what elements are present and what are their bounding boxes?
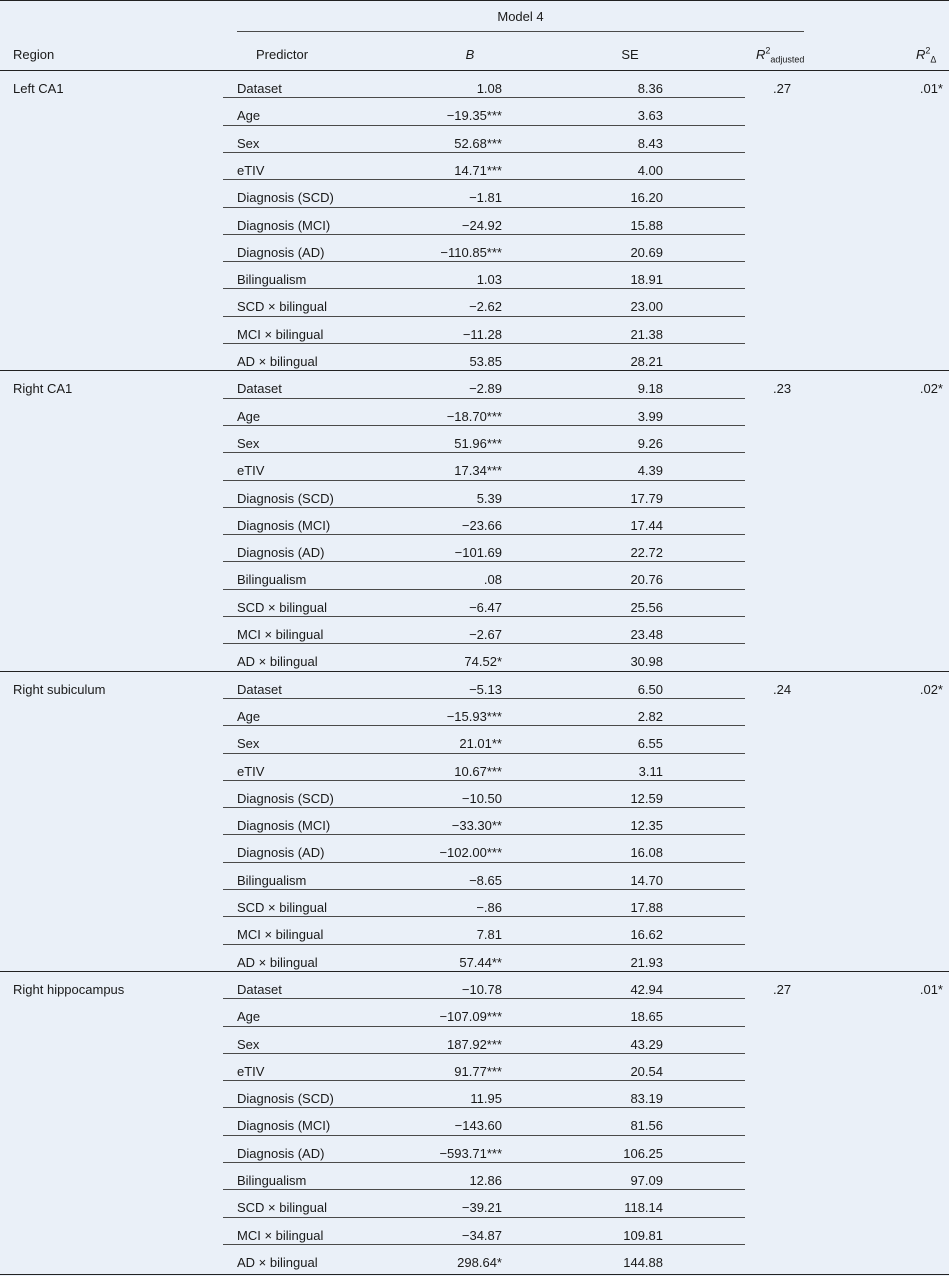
predictor-label: Diagnosis (MCI) <box>237 518 331 533</box>
b-value: −.86 <box>476 900 502 915</box>
r2-delta-value: .02* <box>919 682 943 697</box>
r2-adjusted-value: .24 <box>773 682 792 697</box>
b-value: −5.13 <box>469 682 502 697</box>
col-header-b: B <box>465 47 475 62</box>
b-value: −2.67 <box>469 627 502 642</box>
row-separator <box>223 316 745 317</box>
b-value: −39.21 <box>461 1200 502 1215</box>
se-value: 4.00 <box>637 163 663 178</box>
row-separator <box>223 807 745 808</box>
b-value: −107.09*** <box>439 1009 502 1024</box>
b-value: −1.81 <box>469 190 502 205</box>
col-header-r2-delta: $R^2_\Delta$ <box>916 45 937 65</box>
predictor-label: Sex <box>237 1037 260 1052</box>
region-label: Right CA1 <box>13 381 73 396</box>
predictor-label: eTIV <box>237 163 265 178</box>
b-value: 21.01** <box>459 736 502 751</box>
region-label: Right hippocampus <box>13 982 125 997</box>
col-header-predictor: Predictor <box>256 47 309 62</box>
row-separator <box>223 725 745 726</box>
predictor-label: Dataset <box>237 682 282 697</box>
b-value: 51.96*** <box>454 436 502 451</box>
se-value: 97.09 <box>630 1173 663 1188</box>
predictor-label: Diagnosis (SCD) <box>237 190 334 205</box>
row-separator <box>223 179 745 180</box>
predictor-label: Diagnosis (MCI) <box>237 218 331 233</box>
predictor-label: AD × bilingual <box>237 955 318 970</box>
col-header-region: Region <box>13 47 55 62</box>
predictor-label: Diagnosis (MCI) <box>237 818 331 833</box>
predictor-label: Diagnosis (SCD) <box>237 791 334 806</box>
row-separator <box>223 398 745 399</box>
row-separator <box>223 944 745 945</box>
predictor-label: Diagnosis (SCD) <box>237 1091 334 1106</box>
row-separator <box>223 1162 745 1163</box>
se-value: 81.56 <box>630 1118 663 1133</box>
se-value: 8.43 <box>637 136 663 151</box>
se-value: 109.81 <box>623 1228 663 1243</box>
top-rule <box>0 0 949 1</box>
model-group-rule <box>237 31 804 32</box>
row-separator <box>223 125 745 126</box>
region-label: Left CA1 <box>13 81 64 96</box>
predictor-label: Dataset <box>237 982 282 997</box>
se-value: 20.69 <box>630 245 663 260</box>
header-rule <box>0 70 949 71</box>
b-value: 14.71*** <box>454 163 502 178</box>
row-separator <box>223 343 745 344</box>
se-value: 16.08 <box>630 845 663 860</box>
b-value: −24.92 <box>461 218 502 233</box>
se-value: 30.98 <box>630 654 663 669</box>
b-value: −593.71*** <box>439 1146 502 1161</box>
b-value: −10.50 <box>461 791 502 806</box>
b-value: −34.87 <box>461 1228 502 1243</box>
se-value: 25.56 <box>630 600 663 615</box>
b-value: 1.08 <box>476 81 502 96</box>
predictor-label: Diagnosis (MCI) <box>237 1118 331 1133</box>
row-separator <box>223 261 745 262</box>
se-value: 12.59 <box>630 791 663 806</box>
predictor-label: Bilingualism <box>237 272 307 287</box>
se-value: 15.88 <box>630 218 663 233</box>
predictor-label: AD × bilingual <box>237 654 318 669</box>
predictor-label: Diagnosis (AD) <box>237 845 325 860</box>
b-value: −15.93*** <box>446 709 502 724</box>
r2-adjusted-value: .27 <box>773 81 792 96</box>
row-separator <box>223 452 745 453</box>
se-value: 20.76 <box>630 572 663 587</box>
predictor-label: AD × bilingual <box>237 1255 318 1270</box>
predictor-label: eTIV <box>237 1064 265 1079</box>
b-value: −11.28 <box>462 327 502 342</box>
b-value: .08 <box>483 572 502 587</box>
col-header-r2-adjusted: $R^2_{adjusted}$ <box>756 45 805 65</box>
b-value: 10.67*** <box>454 764 502 779</box>
b-value: −8.65 <box>469 873 502 888</box>
row-separator <box>223 1217 745 1218</box>
row-separator <box>223 916 745 917</box>
predictor-label: Age <box>237 709 261 724</box>
b-value: 12.86 <box>469 1173 502 1188</box>
row-separator <box>223 507 745 508</box>
predictor-label: Age <box>237 1009 261 1024</box>
se-value: 23.48 <box>630 627 663 642</box>
row-separator <box>223 207 745 208</box>
predictor-label: MCI × bilingual <box>237 627 324 642</box>
row-separator <box>223 616 745 617</box>
predictor-label: Diagnosis (SCD) <box>237 491 334 506</box>
b-value: −19.35*** <box>446 108 502 123</box>
b-value: −2.89 <box>469 381 502 396</box>
se-value: 16.20 <box>630 190 663 205</box>
se-value: 8.36 <box>637 81 663 96</box>
row-separator <box>223 425 745 426</box>
se-value: 18.65 <box>630 1009 663 1024</box>
r2-adjusted-value: .27 <box>773 982 792 997</box>
row-separator <box>223 534 745 535</box>
bottom-rule <box>0 1274 949 1275</box>
se-value: 17.79 <box>630 491 663 506</box>
row-separator <box>223 998 745 999</box>
se-value: 20.54 <box>630 1064 663 1079</box>
b-value: −143.60 <box>454 1118 502 1133</box>
se-value: 23.00 <box>630 299 663 314</box>
predictor-label: Age <box>237 409 261 424</box>
r2-delta-value: .01* <box>919 81 943 96</box>
b-value: 187.92*** <box>447 1037 502 1052</box>
predictor-label: Dataset <box>237 381 282 396</box>
b-value: 11.95 <box>470 1091 502 1106</box>
predictor-label: Sex <box>237 436 260 451</box>
se-value: 17.88 <box>630 900 663 915</box>
predictor-label: Bilingualism <box>237 572 307 587</box>
predictor-label: Sex <box>237 136 260 151</box>
se-value: 9.26 <box>637 436 663 451</box>
row-separator <box>223 1026 745 1027</box>
se-value: 6.55 <box>637 736 663 751</box>
predictor-label: SCD × bilingual <box>237 600 327 615</box>
block-separator <box>0 370 949 371</box>
se-value: 6.50 <box>637 682 663 697</box>
se-value: 83.19 <box>630 1091 663 1106</box>
b-value: −33.30** <box>451 818 502 833</box>
row-separator <box>223 97 745 98</box>
se-value: 106.25 <box>623 1146 663 1161</box>
predictor-label: Diagnosis (AD) <box>237 245 325 260</box>
b-value: −6.47 <box>469 600 502 615</box>
se-value: 28.21 <box>630 354 663 369</box>
b-value: 53.85 <box>469 354 502 369</box>
b-value: 17.34*** <box>454 463 502 478</box>
b-value: 7.81 <box>476 927 502 942</box>
b-value: −23.66 <box>461 518 502 533</box>
r2-delta-value: .01* <box>919 982 943 997</box>
region-label: Right subiculum <box>13 682 106 697</box>
predictor-label: Age <box>237 108 261 123</box>
block-separator <box>0 671 949 672</box>
b-value: −101.69 <box>454 545 502 560</box>
row-separator <box>223 1053 745 1054</box>
se-value: 118.14 <box>624 1200 663 1215</box>
b-value: 1.03 <box>476 272 502 287</box>
b-value: −102.00*** <box>439 845 502 860</box>
row-separator <box>223 780 745 781</box>
row-separator <box>223 698 745 699</box>
se-value: 14.70 <box>630 873 663 888</box>
b-value: −18.70*** <box>446 409 502 424</box>
predictor-label: Diagnosis (AD) <box>237 1146 325 1161</box>
row-separator <box>223 234 745 235</box>
col-header-se: SE <box>621 47 639 62</box>
se-value: 4.39 <box>637 463 663 478</box>
r2-adjusted-value: .23 <box>773 381 792 396</box>
predictor-label: SCD × bilingual <box>237 1200 327 1215</box>
b-value: 91.77*** <box>454 1064 502 1079</box>
se-value: 21.38 <box>630 327 663 342</box>
b-value: 5.39 <box>476 491 502 506</box>
predictor-label: eTIV <box>237 463 265 478</box>
predictor-label: Sex <box>237 736 260 751</box>
b-value: −10.78 <box>461 982 502 997</box>
se-value: 22.72 <box>630 545 663 560</box>
block-separator <box>0 971 949 972</box>
predictor-label: AD × bilingual <box>237 354 318 369</box>
predictor-label: SCD × bilingual <box>237 299 327 314</box>
b-value: 52.68*** <box>454 136 502 151</box>
se-value: 9.18 <box>637 381 663 396</box>
se-value: 12.35 <box>630 818 663 833</box>
se-value: 3.11 <box>638 764 663 779</box>
se-value: 3.99 <box>637 409 663 424</box>
row-separator <box>223 1080 745 1081</box>
se-value: 21.93 <box>630 955 663 970</box>
row-separator <box>223 1189 745 1190</box>
model-group-label: Model 4 <box>497 9 544 24</box>
predictor-label: MCI × bilingual <box>237 327 324 342</box>
b-value: 74.52* <box>464 654 502 669</box>
b-value: 298.64* <box>457 1255 502 1270</box>
row-separator <box>223 1107 745 1108</box>
se-value: 42.94 <box>630 982 663 997</box>
row-separator <box>223 862 745 863</box>
predictor-label: Dataset <box>237 81 282 96</box>
predictor-label: Diagnosis (AD) <box>237 545 325 560</box>
row-separator <box>223 643 745 644</box>
se-value: 17.44 <box>630 518 663 533</box>
b-value: −2.62 <box>469 299 502 314</box>
se-value: 43.29 <box>630 1037 663 1052</box>
row-separator <box>223 753 745 754</box>
b-value: −110.85*** <box>440 245 502 260</box>
row-separator <box>223 480 745 481</box>
se-value: 18.91 <box>630 272 663 287</box>
r2-delta-value: .02* <box>919 381 943 396</box>
predictor-label: Bilingualism <box>237 873 307 888</box>
row-separator <box>223 152 745 153</box>
se-value: 144.88 <box>623 1255 663 1270</box>
se-value: 2.82 <box>637 709 663 724</box>
row-separator <box>223 288 745 289</box>
row-separator <box>223 834 745 835</box>
predictor-label: MCI × bilingual <box>237 1228 324 1243</box>
row-separator <box>223 561 745 562</box>
row-separator <box>223 889 745 890</box>
predictor-label: MCI × bilingual <box>237 927 324 942</box>
row-separator <box>223 589 745 590</box>
b-value: 57.44** <box>459 955 502 970</box>
row-separator <box>223 1244 745 1245</box>
se-value: 16.62 <box>630 927 663 942</box>
row-separator <box>223 1135 745 1136</box>
se-value: 3.63 <box>637 108 663 123</box>
predictor-label: Bilingualism <box>237 1173 307 1188</box>
predictor-label: SCD × bilingual <box>237 900 327 915</box>
predictor-label: eTIV <box>237 764 265 779</box>
